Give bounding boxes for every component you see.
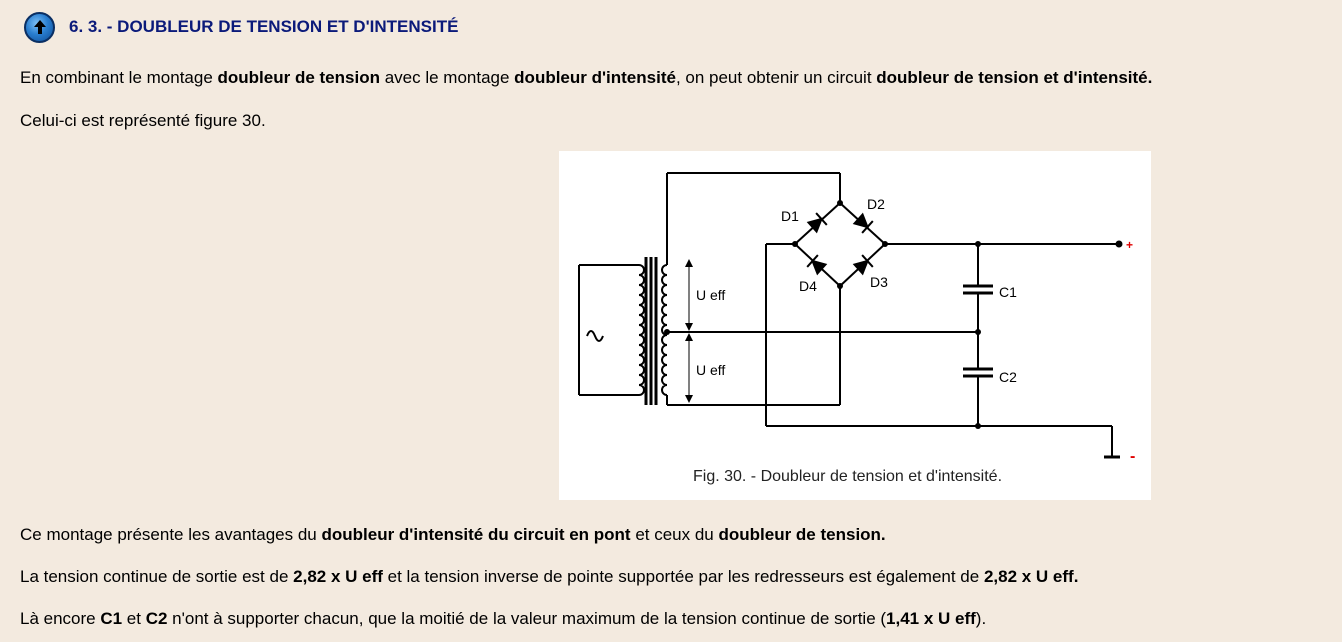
para4-bold-1: 2,82 x U eff <box>293 567 383 586</box>
figure-caption: Fig. 30. - Doubleur de tension et d'intensité. <box>693 468 1003 485</box>
intro-bold-3: doubleur de tension et d'intensité. <box>876 68 1153 87</box>
para5-text-2: et <box>122 609 146 628</box>
label-plus: + <box>1126 238 1134 252</box>
ac-source-icon <box>587 331 603 341</box>
intro-text-3: , on peut obtenir un circuit <box>675 68 877 87</box>
arrow-up-icon[interactable] <box>24 12 55 43</box>
paragraph-3 <box>20 524 886 546</box>
section-heading <box>24 10 458 44</box>
label-c2: C2 <box>999 369 1017 385</box>
label-minus: - <box>1130 448 1136 465</box>
para5-bold-1: C1 <box>100 609 123 628</box>
para4-bold-2: 2,82 x U eff. <box>983 567 1079 586</box>
para5-bold-2: C2 <box>145 609 168 628</box>
label-ueff-top: U eff <box>696 287 726 303</box>
para3-text-2: et ceux du <box>630 525 719 544</box>
para5-text-1: Là encore <box>20 609 101 628</box>
para5-bold-3: 1,41 x U eff <box>886 609 976 628</box>
paragraph-4 <box>20 566 1078 588</box>
intro-paragraph <box>20 67 1152 89</box>
circuit-figure <box>559 151 1151 500</box>
para5-text-4: ). <box>975 609 987 628</box>
intro-text-1: En combinant le montage <box>20 68 218 87</box>
paragraph-5 <box>20 608 986 630</box>
circuit-diagram <box>559 151 1151 500</box>
section-title: 6. 3. - DOUBLEUR DE TENSION ET D'INTENSITÉ <box>69 17 459 36</box>
para4-text-2: et la tension inverse de pointe supportée par les redresseurs est également de <box>382 567 984 586</box>
intro-paragraph-2: Celui-ci est représenté figure 30. <box>20 111 266 130</box>
label-d2: D2 <box>867 196 885 212</box>
label-d1: D1 <box>781 208 799 224</box>
label-ueff-bottom: U eff <box>696 362 726 378</box>
intro-text-2: avec le montage <box>379 68 515 87</box>
para3-bold-2: doubleur de tension. <box>718 525 886 544</box>
intro-bold-2: doubleur d'intensité <box>514 68 676 87</box>
para4-text-1: La tension continue de sortie est de <box>20 567 294 586</box>
intro-bold-1: doubleur de tension <box>217 68 380 87</box>
label-c1: C1 <box>999 284 1017 300</box>
para3-text-1: Ce montage présente les avantages du <box>20 525 322 544</box>
para5-text-3: n'ont à supporter chacun, que la moitié de la valeur maximum de la tension continue de sortie ( <box>167 609 887 628</box>
label-d4: D4 <box>799 278 817 294</box>
label-d3: D3 <box>870 274 888 290</box>
para3-bold-1: doubleur d'intensité du circuit en pont <box>321 525 631 544</box>
